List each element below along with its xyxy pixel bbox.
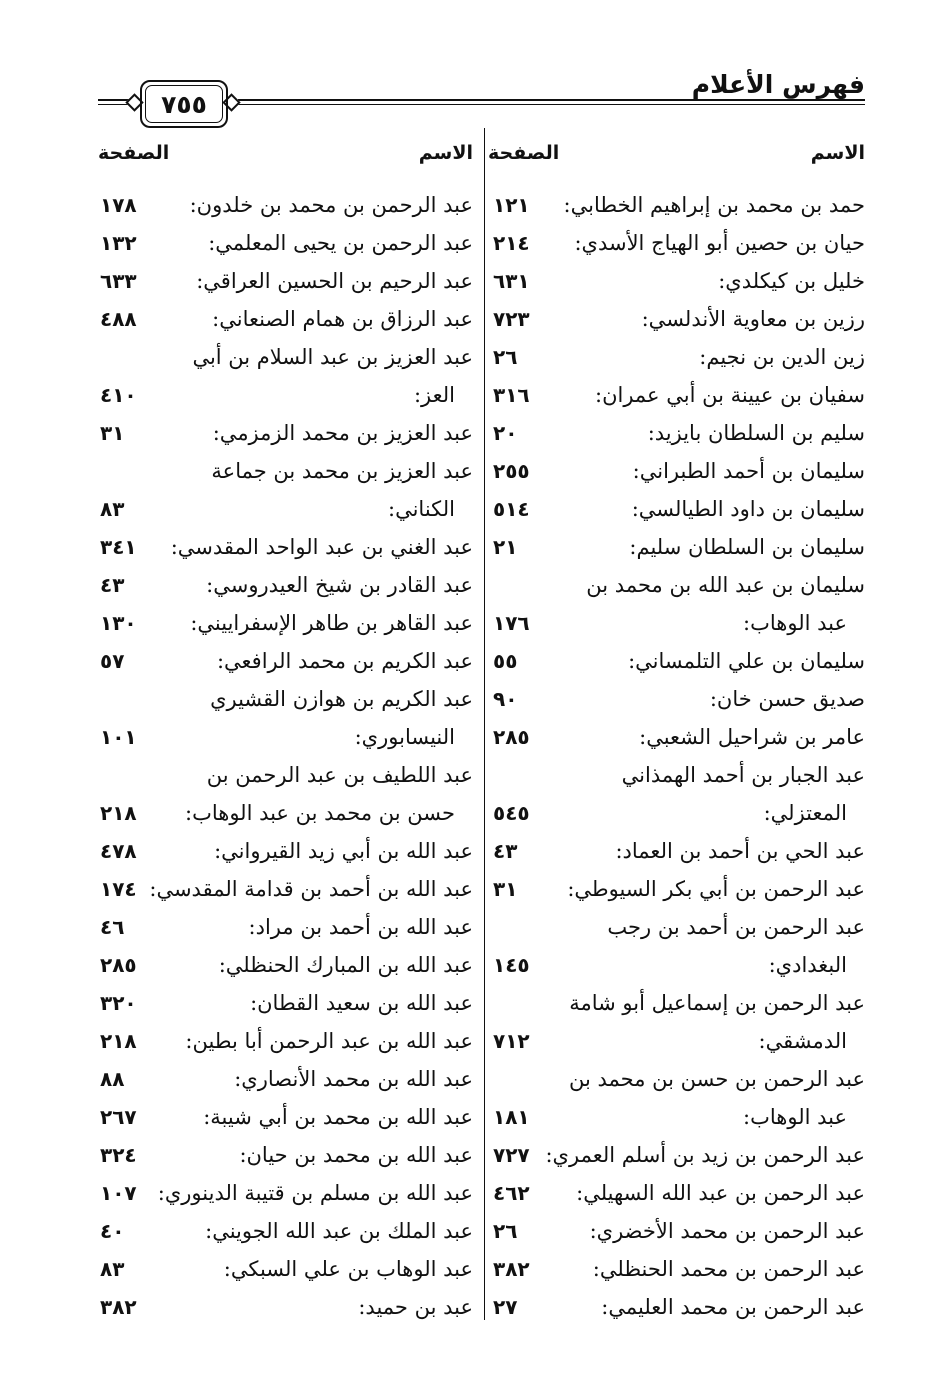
index-entry-name: العز: [413, 383, 455, 407]
index-entry-page: ٢٧ [493, 1295, 518, 1319]
index-entry-page: ٢٥٥ [493, 459, 530, 483]
index-entry-page: ٩٠ [493, 687, 518, 711]
header-rule-right-thin [238, 104, 865, 105]
index-entry-name: عبد الرحمن بن زيد بن أسلم العمري: [545, 1143, 865, 1167]
column-divider [484, 128, 485, 1320]
index-entry-name: خليل بن كيكلدي: [718, 269, 865, 293]
index-entry-name: سليمان بن عبد الله بن محمد بن [586, 573, 865, 597]
index-entry-name: زين الدين بن نجيم: [699, 345, 865, 369]
index-entry-page: ١٢١ [493, 193, 530, 217]
header-rule-right [238, 99, 865, 101]
index-entry-name: عبد الرحمن بن أحمد بن رجب [607, 915, 865, 939]
right-col-page-header: الصفحة [488, 142, 560, 164]
left-col-page-header: الصفحة [98, 142, 170, 164]
index-entry-page [100, 338, 150, 376]
index-entry-page [100, 680, 150, 718]
index-entry-page: ٣٨٢ [100, 1295, 137, 1319]
index-entry-page [100, 756, 150, 794]
index-entry-page: ٦٣١ [493, 269, 530, 293]
index-entry-name: رزين بن معاوية الأندلسي: [641, 307, 865, 331]
index-entry-page: ٢٨٥ [100, 953, 137, 977]
index-entry-name: عبد الرحمن بن أبي بكر السيوطي: [567, 877, 865, 901]
index-entry-page [493, 1060, 543, 1098]
index-entry-page: ٤٧٨ [100, 839, 137, 863]
index-entry-page: ٢٨٥ [493, 725, 530, 749]
index-entry-name: سليمان بن علي التلمساني: [628, 649, 865, 673]
index-entry-name: عبد الله بن أحمد بن مراد: [248, 915, 473, 939]
index-entry-page: ٢٠ [493, 421, 518, 445]
index-entry-name: عبد الملك بن عبد الله الجويني: [205, 1219, 473, 1243]
index-entry-name: عبد الله بن عبد الرحمن أبا بطين: [185, 1029, 473, 1053]
index-entry-page: ٣١ [100, 421, 125, 445]
index-entry-page: ٥١٤ [493, 497, 530, 521]
index-entry-page: ١٧٤ [100, 877, 137, 901]
index-entry-name: عبد الرحيم بن الحسين العراقي: [196, 269, 473, 293]
index-entry-page: ٥٥ [493, 649, 518, 673]
index-entry-page [100, 452, 150, 490]
index-entry-name: عبد الرحمن بن إسماعيل أبو شامة [569, 991, 865, 1015]
index-entry-name: عبد الرحمن بن محمد بن خلدون: [189, 193, 473, 217]
index-entry-name: عامر بن شراحيل الشعبي: [639, 725, 865, 749]
index-entry-name: عبد العزيز بن محمد الزمزمي: [212, 421, 473, 445]
index-entry-page: ١٧٦ [493, 611, 530, 635]
index-entry-name: عبد الكريم بن هوازن القشيري [210, 687, 473, 711]
index-entry-name: عبد الرحمن بن حسن بن محمد بن [568, 1067, 865, 1091]
index-entry-name: سليمان بن السلطان سليم: [629, 535, 865, 559]
index-entry-page: ١٧٨ [100, 193, 137, 217]
index-entry-name: عبد الله بن المبارك الحنظلي: [218, 953, 473, 977]
index-entry-page: ٤٦٢ [493, 1181, 530, 1205]
index-entry-name: عبد الله بن أحمد بن قدامة المقدسي: [149, 877, 473, 901]
index-entry-page: ٢٦ [493, 345, 518, 369]
index-entry-page: ٣٢٤ [100, 1143, 137, 1167]
index-entry-page: ٣١٦ [493, 383, 530, 407]
index-entry-page: ٤١٠ [100, 383, 137, 407]
index-entry-page: ٣٤١ [100, 535, 137, 559]
index-entry-page: ٣٨٢ [493, 1257, 530, 1281]
index-entry-name: سفيان بن عيينة بن أبي عمران: [595, 383, 865, 407]
index-entry-page: ١٨١ [493, 1105, 530, 1129]
index-entry-name: عبد الله بن أبي زيد القيرواني: [214, 839, 473, 863]
index-entry-page: ٢١٤ [493, 231, 530, 255]
index-entry-page: ٤٨٨ [100, 307, 137, 331]
index-entry-page: ٥٧ [100, 649, 125, 673]
index-entry-page: ٨٣ [100, 497, 125, 521]
index-entry-name: عبد العزيز بن عبد السلام بن أبي [192, 345, 473, 369]
index-entry-page [493, 566, 543, 604]
index-entry-name: الدمشقي: [758, 1029, 847, 1053]
index-entry-name: حمد بن محمد بن إبراهيم الخطابي: [563, 193, 865, 217]
index-entry-page: ٨٣ [100, 1257, 125, 1281]
index-entry-name: عبد العزيز بن محمد بن جماعة [211, 459, 473, 483]
index-entry-page: ٨٨ [100, 1067, 125, 1091]
index-entry-page: ٢١ [493, 535, 518, 559]
page-number [140, 80, 228, 128]
index-entry-name: عبد الوهاب: [743, 1105, 847, 1129]
index-entry-name: عبد الرحمن بن محمد الأخضري: [589, 1219, 865, 1243]
index-entry-page: ١٣٠ [100, 611, 137, 635]
index-entry-name: سليمان بن داود الطيالسي: [631, 497, 865, 521]
index-entry-name: عبد الرحمن بن محمد العليمي: [601, 1295, 865, 1319]
index-entry-name: عبد الله بن مسلم بن قتيبة الدينوري: [157, 1181, 473, 1205]
index-entry-page [493, 984, 543, 1022]
right-col-name-header: الاسم [810, 142, 865, 164]
index-entry-name: البغدادي: [768, 953, 847, 977]
index-entry-page: ٧١٢ [493, 1029, 530, 1053]
index-entry-page: ٢٦ [493, 1219, 518, 1243]
index-entry-name: عبد الوهاب بن علي السبكي: [223, 1257, 473, 1281]
index-entry-page: ٢١٨ [100, 801, 137, 825]
index-entry-name: عبد الرحمن بن عبد الله السهيلي: [576, 1181, 865, 1205]
index-entry-page [493, 908, 543, 946]
index-entry-name: النيسابوري: [354, 725, 455, 749]
index-entry-page: ٣٢٠ [100, 991, 137, 1015]
index-entry-name: عبد الغني بن عبد الواحد المقدسي: [170, 535, 473, 559]
index-entry-page: ٧٢٧ [493, 1143, 530, 1167]
index-entry-name: عبد الله بن سعيد القطان: [250, 991, 473, 1015]
index-entry-page: ٤٣ [493, 839, 518, 863]
index-entry-page: ٤٠ [100, 1219, 125, 1243]
header-rule-left-thin [98, 104, 130, 105]
index-entry-page: ٤٦ [100, 915, 125, 939]
index-entry-page: ٣١ [493, 877, 518, 901]
index-entry-name: عبد الوهاب: [743, 611, 847, 635]
index-entry-name: عبد الله بن محمد الأنصاري: [234, 1067, 473, 1091]
index-entry-page [493, 756, 543, 794]
page-title: فهرس الأعلام [691, 70, 865, 99]
index-entry-page: ٢٦٧ [100, 1105, 137, 1129]
index-entry-page: ١٣٢ [100, 231, 137, 255]
index-entry-name: المعتزلي: [763, 801, 847, 825]
index-entry-name: عبد الله بن محمد بن أبي شيبة: [203, 1105, 473, 1129]
index-entry-name: عبد بن حميد: [358, 1295, 473, 1319]
index-entry-name: عبد القاهر بن طاهر الإسفراييني: [190, 611, 473, 635]
index-entry-name: الكناني: [388, 497, 455, 521]
index-entry-page: ٢١٨ [100, 1029, 137, 1053]
index-entry-page: ١٠١ [100, 725, 137, 749]
index-entry-page: ٥٤٥ [493, 801, 530, 825]
index-entry-name: حسن بن محمد بن عبد الوهاب: [185, 801, 455, 825]
index-entry-name: عبد الرحمن بن يحيى المعلمي: [208, 231, 473, 255]
index-entry-name: سليمان بن أحمد الطبراني: [632, 459, 865, 483]
index-entry-name: عبد الكريم بن محمد الرافعي: [216, 649, 473, 673]
left-col-name-header: الاسم [418, 142, 473, 164]
index-entry-name: عبد الرحمن بن محمد الحنظلي: [592, 1257, 865, 1281]
index-entry-name: سليم بن السلطان بايزيد: [647, 421, 865, 445]
index-entry-name: حيان بن حصين أبو الهياج الأسدي: [574, 231, 865, 255]
index-entry-page: ٦٣٣ [100, 269, 137, 293]
index-entry-page: ١٤٥ [493, 953, 530, 977]
index-entry-page: ٤٣ [100, 573, 125, 597]
index-entry-name: عبد الحي بن أحمد بن العماد: [615, 839, 865, 863]
index-entry-name: عبد الرزاق بن همام الصنعاني: [212, 307, 473, 331]
page-number-text: ٧٥٥ [161, 89, 207, 119]
index-entry-name: عبد الله بن محمد بن حيان: [239, 1143, 473, 1167]
index-entry-page: ٧٢٣ [493, 307, 530, 331]
index-entry-name: صديق حسن خان: [709, 687, 865, 711]
index-entry-page: ١٠٧ [100, 1181, 137, 1205]
index-entry-name: عبد اللطيف بن عبد الرحمن بن [206, 763, 473, 787]
index-entry-name: عبد الجبار بن أحمد الهمذاني [621, 763, 865, 787]
index-entry-name: عبد القادر بن شيخ العيدروسي: [206, 573, 473, 597]
